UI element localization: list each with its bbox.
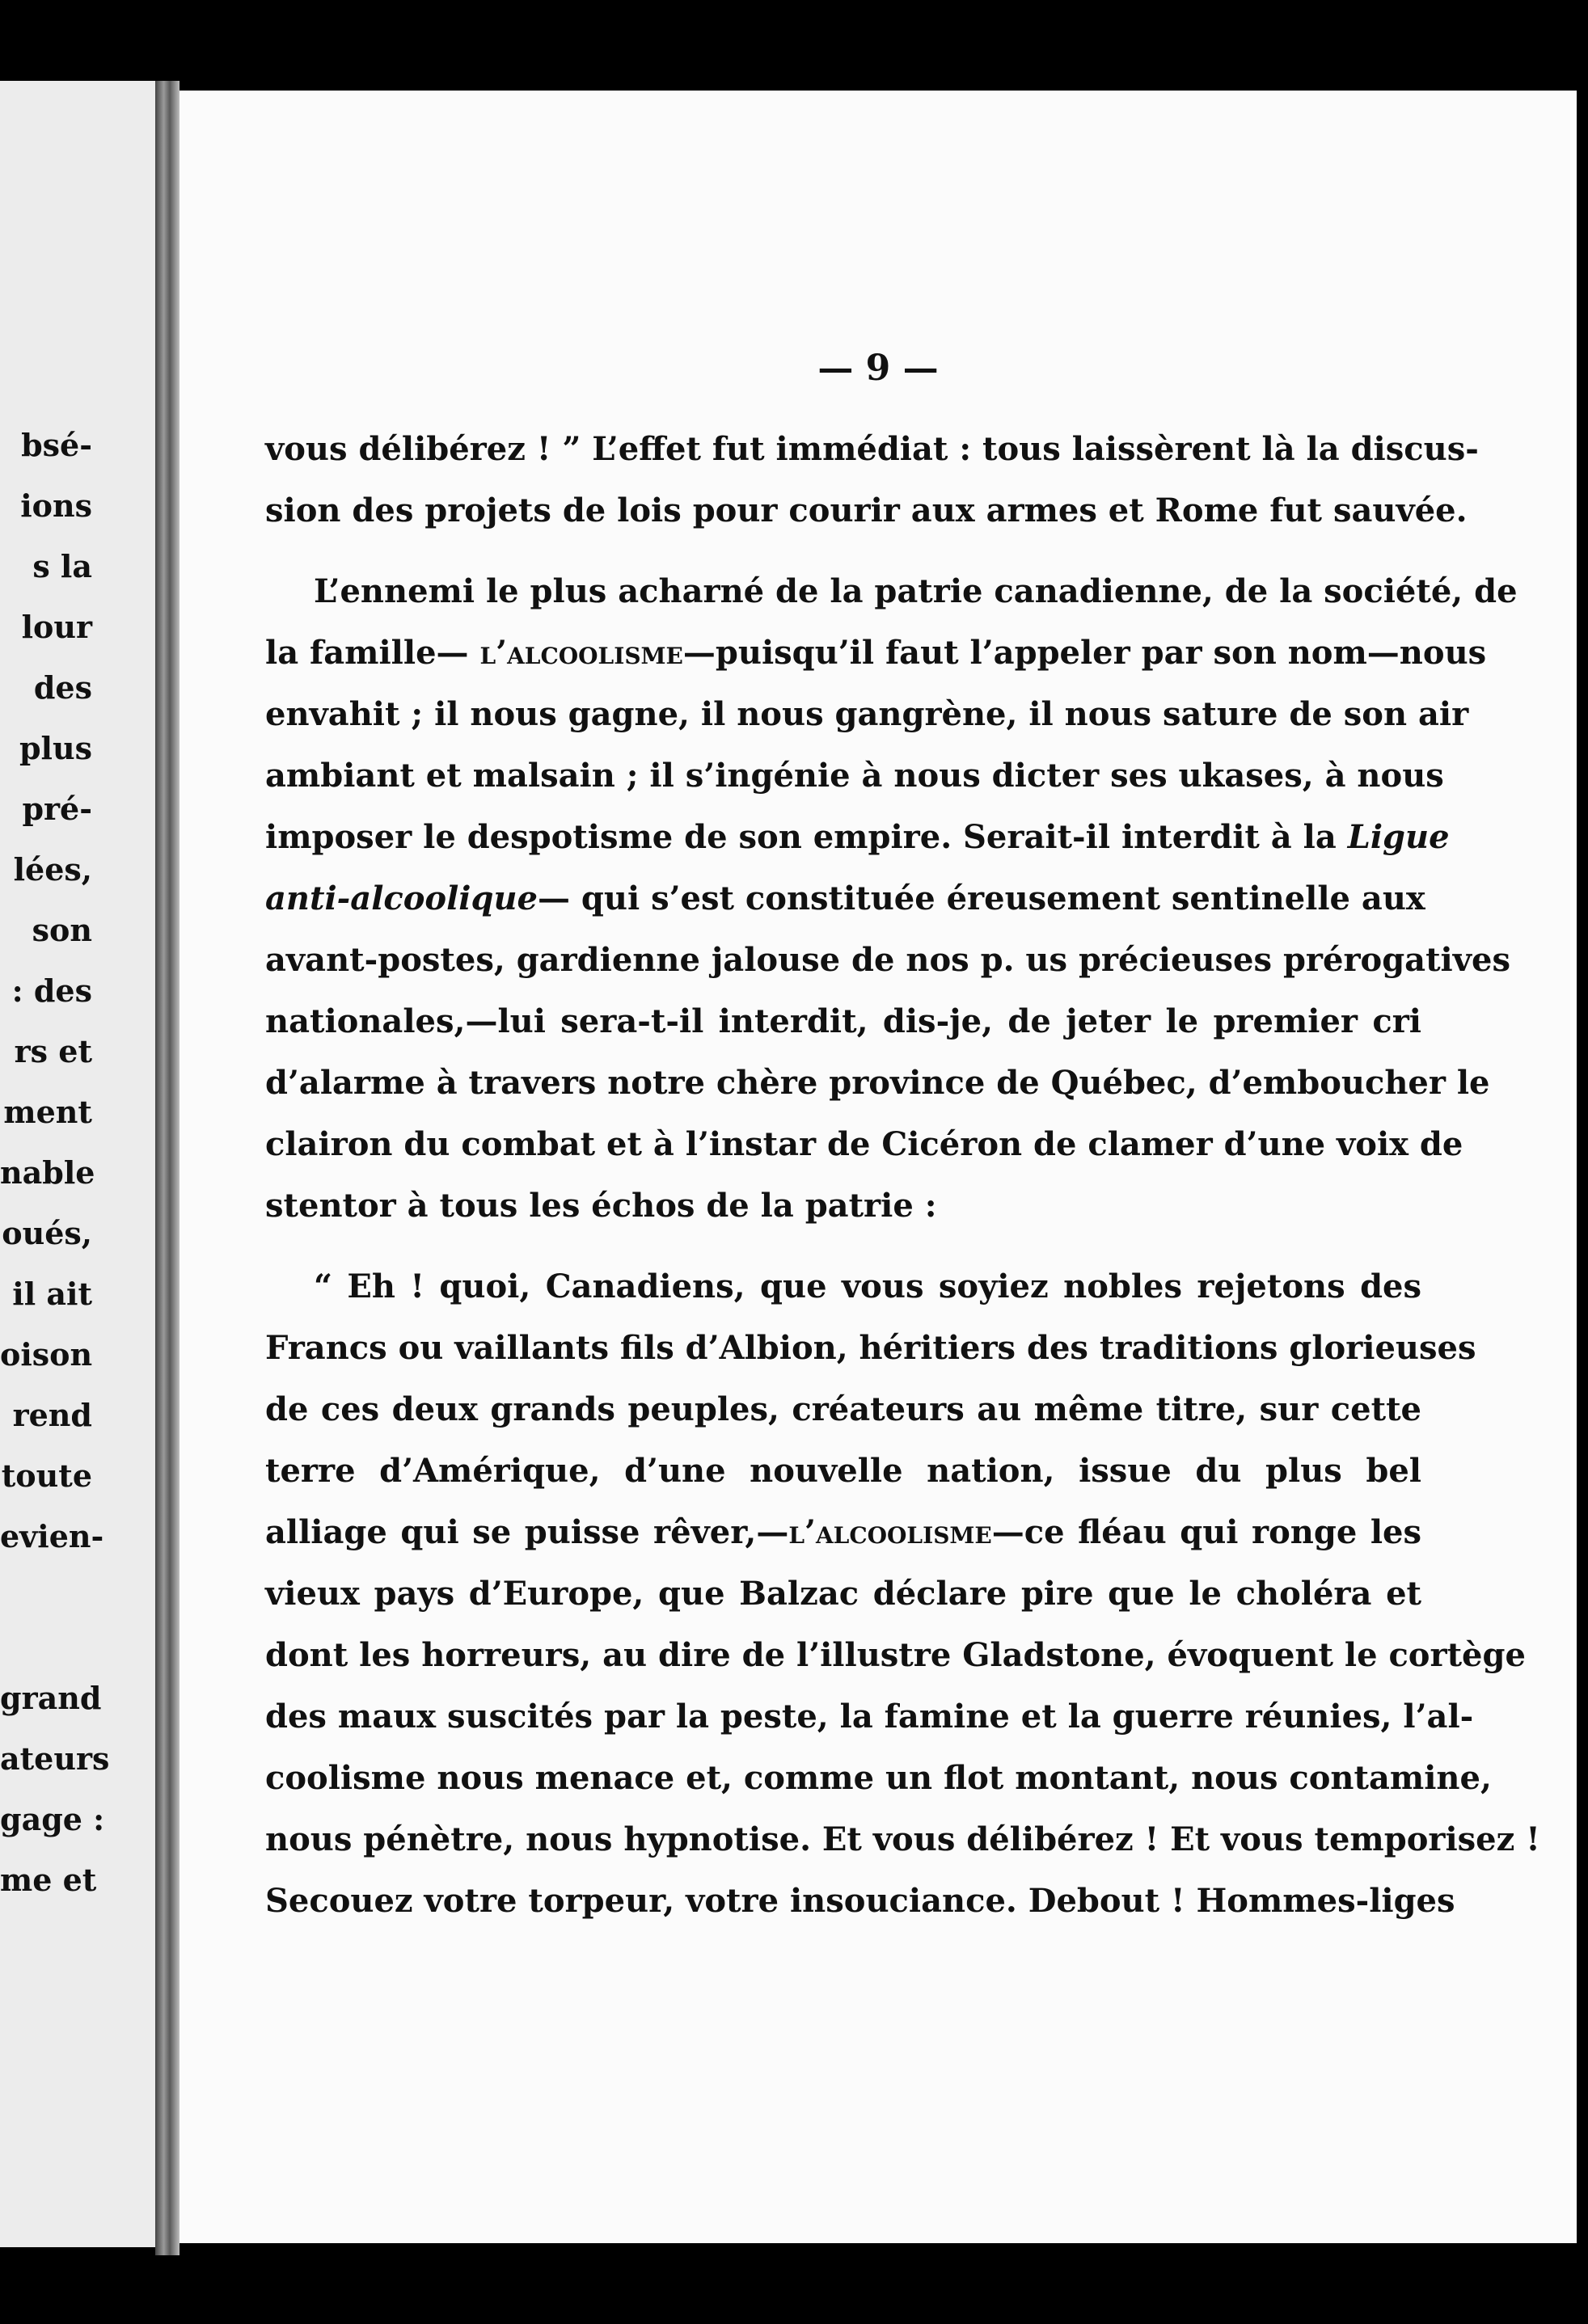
page-number: — 9 —: [817, 348, 939, 389]
left-page-fragment: des: [33, 669, 92, 706]
left-page-fragment: me et: [0, 1862, 97, 1898]
left-page-fragment: oison: [0, 1336, 93, 1373]
text-line: terre d’Amérique, d’une nouvelle nation, issue du plus bel: [265, 1452, 1421, 1490]
text-run: —puisqu’il faut l’appeler par son nom—nous: [682, 634, 1487, 672]
left-page-fragment: s la: [32, 548, 92, 584]
text-line: stentor à tous les échos de la patrie :: [265, 1187, 937, 1225]
left-page-fragment: son: [32, 912, 92, 948]
left-page-fragment: evien-: [0, 1518, 104, 1554]
book-page: [179, 91, 1577, 2243]
left-page-fragment: : des: [11, 972, 92, 1009]
text-line: des maux suscités par la peste, la famine et la guerre réunies, l’al-: [265, 1698, 1474, 1736]
text-line: d’alarme à travers notre chère province de Québec, d’emboucher le: [265, 1064, 1490, 1102]
left-facing-page: [0, 81, 162, 2247]
text-line: avant-postes, gardienne jalouse de nos p. us précieuses prérogatives: [265, 941, 1510, 979]
text-line: “ Eh ! quoi, Canadiens, que vous soyiez nobles rejetons des: [314, 1267, 1421, 1305]
text-line: envahit ; il nous gagne, il nous gangrène, il nous sature de son air: [265, 695, 1469, 733]
left-page-fragment: lées,: [13, 851, 92, 888]
text-line: coolisme nous menace et, comme un flot montant, nous contamine,: [265, 1759, 1492, 1797]
small-caps-run: l’alcoolisme: [788, 1513, 992, 1551]
italic-run: Ligue: [1347, 818, 1450, 856]
text-line: Francs ou vaillants fils d’Albion, héritiers des traditions glorieuses: [265, 1329, 1476, 1367]
book-gutter: [155, 81, 179, 2255]
left-page-fragment: lour: [21, 609, 92, 645]
small-caps-run: l’alcoolisme: [479, 634, 683, 672]
left-page-fragment: rs et: [14, 1033, 92, 1069]
text-line: sion des projets de lois pour courir aux armes et Rome fut sauvée.: [265, 491, 1468, 529]
text-line: L’ennemi le plus acharné de la patrie canadienne, de la société, de: [314, 572, 1518, 610]
left-page-fragment: toute: [1, 1457, 92, 1494]
left-page-fragment: rend: [12, 1397, 92, 1433]
left-page-fragment: gage :: [0, 1801, 105, 1837]
left-page-fragment: il ait: [12, 1276, 92, 1312]
left-page-fragment: oués,: [2, 1215, 92, 1251]
text-line: nous pénètre, nous hypnotise. Et vous délibérez ! Et vous temporisez !: [265, 1820, 1540, 1858]
left-page-fragment: ions: [20, 487, 92, 524]
text-line: [265, 879, 1425, 917]
text-run: alliage qui se puisse rêver,—: [265, 1513, 789, 1551]
left-page-fragment: plus: [19, 730, 92, 766]
text-line: [265, 634, 1487, 672]
italic-run: anti-alcoolique: [265, 879, 538, 917]
text-run: la famille—: [265, 634, 480, 672]
text-line: dont les horreurs, au dire de l’illustre Gladstone, évoquent le cortège: [265, 1636, 1526, 1674]
text-run: — qui s’est constituée éreusement sentinelle aux: [538, 879, 1425, 917]
left-page-fragment: grand: [0, 1680, 102, 1716]
text-line: Secouez votre torpeur, votre insouciance. Debout ! Hommes-liges: [265, 1882, 1455, 1920]
text-line: nationales,—lui sera-t-il interdit, dis-je, de jeter le premier cri: [265, 1002, 1421, 1040]
text-line: vieux pays d’Europe, que Balzac déclare pire que le choléra et: [265, 1575, 1421, 1613]
text-line: clairon du combat et à l’instar de Cicéron de clamer d’une voix de: [265, 1125, 1463, 1163]
left-page-fragment: bsé-: [21, 427, 92, 463]
text-run: imposer le despotisme de son empire. Serait-il interdit à la: [265, 818, 1348, 856]
text-line: ambiant et malsain ; il s’ingénie à nous dicter ses ukases, à nous: [265, 757, 1444, 795]
left-page-fragment: pré-: [22, 791, 92, 827]
text-line: [265, 818, 1450, 856]
text-line: de ces deux grands peuples, créateurs au même titre, sur cette: [265, 1390, 1421, 1428]
text-line: vous délibérez ! ” L’effet fut immédiat : tous laissèrent là la discus-: [265, 430, 1479, 468]
text-run: —ce fléau qui ronge les: [991, 1513, 1421, 1551]
left-page-fragment: ment: [3, 1094, 92, 1130]
left-page-fragment: ateurs: [0, 1740, 110, 1777]
text-line: [265, 1513, 1421, 1551]
left-page-fragment: nable: [0, 1154, 95, 1191]
